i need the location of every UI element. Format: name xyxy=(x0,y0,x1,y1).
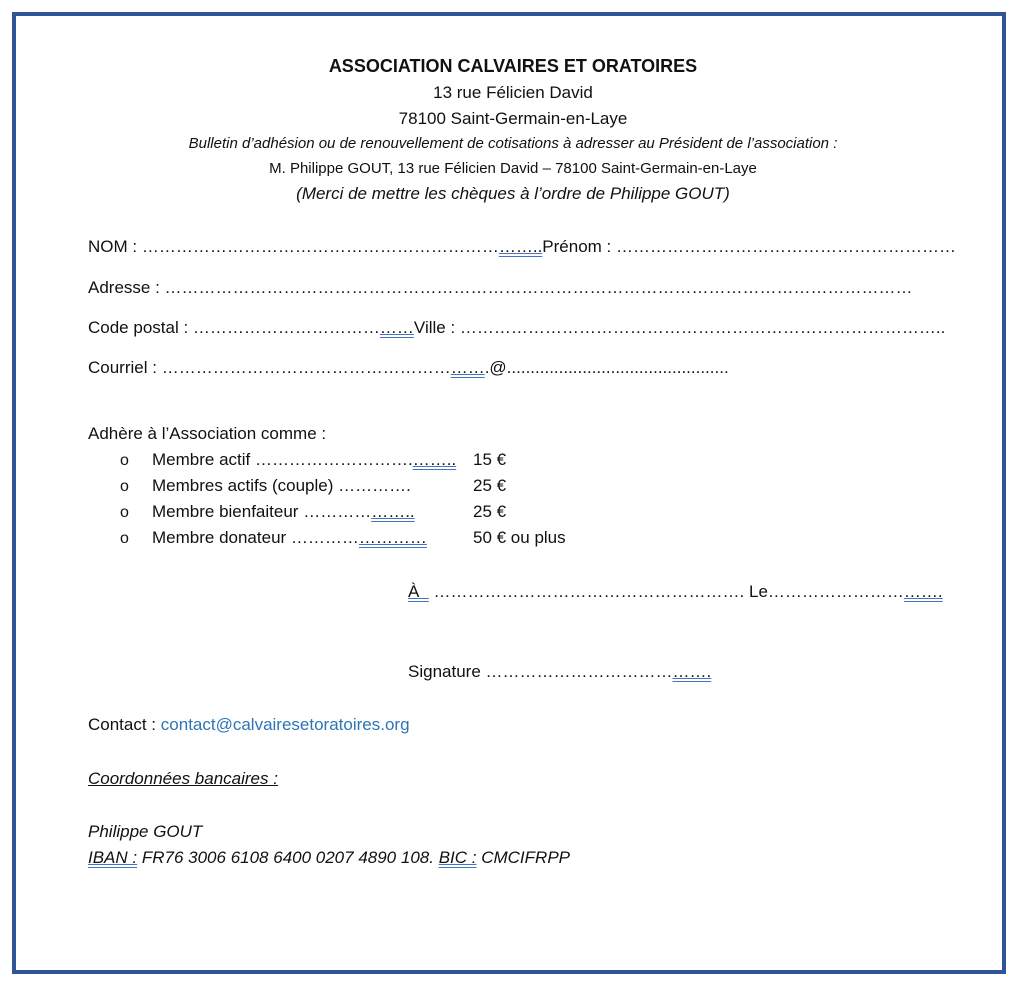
prenom-label: Prénom : xyxy=(542,237,612,256)
option-price: 25 € xyxy=(473,476,507,495)
signature-field[interactable]: …………………………………. xyxy=(485,662,712,681)
place-date-row xyxy=(408,582,943,602)
courriel-field[interactable]: ………………………………………………….@............................................... xyxy=(161,358,729,377)
intro-text: Bulletin d’adhésion ou de renouvellement de cotisations à adresser au Président de l’association : xyxy=(188,135,838,152)
date-field[interactable]: …………………………. xyxy=(767,582,943,601)
option-bullet-icon: o xyxy=(120,478,129,495)
bank-details xyxy=(88,848,570,868)
account-holder: Philippe GOUT xyxy=(88,822,203,841)
cheque-note: (Merci de mettre les chèques à l’ordre de Philippe GOUT) xyxy=(296,184,730,203)
nom-field[interactable]: …………………………………………………………….. xyxy=(141,237,543,256)
option-label: Membre donateur …………………… xyxy=(152,528,427,547)
option-price: 25 € xyxy=(473,502,507,521)
iban-value: FR76 3006 6108 6400 0207 4890 108. xyxy=(141,848,434,867)
contact-row xyxy=(88,715,410,735)
email-row xyxy=(88,358,729,378)
option-label: Membre actif ……………………….…….. xyxy=(152,450,457,469)
signature-label: Signature xyxy=(408,662,481,681)
association-title: ASSOCIATION CALVAIRES ET ORATOIRES xyxy=(328,56,698,76)
signature-row xyxy=(408,662,711,682)
name-row xyxy=(88,237,956,257)
option-bullet-icon: o xyxy=(120,530,129,547)
address-line-1: 13 rue Félicien David xyxy=(433,83,593,102)
adresse-label: Adresse : xyxy=(88,278,160,297)
ville-field[interactable]: ………………………………………………………………………….. xyxy=(459,318,946,337)
form-frame xyxy=(12,12,1006,974)
iban-label: IBAN : xyxy=(88,848,138,867)
nom-label: NOM : xyxy=(88,237,138,256)
address-row xyxy=(88,278,913,298)
contact-label: Contact : xyxy=(88,715,157,734)
option-price: 15 € xyxy=(473,450,507,469)
president-address: M. Philippe GOUT, 13 rue Félicien David – 78100 Saint-Germain-en-Laye xyxy=(269,160,757,177)
adhere-label: Adhère à l’Association comme : xyxy=(88,424,327,443)
courriel-label: Courriel : xyxy=(88,358,157,377)
bic-value: CMCIFRPP xyxy=(481,848,570,867)
a-label: À xyxy=(408,582,420,601)
option-price: 50 € ou plus xyxy=(473,528,566,547)
cp-field[interactable]: ………………………………… xyxy=(192,318,414,337)
option-label: Membres actifs (couple) …………. xyxy=(152,476,411,495)
contact-email-link[interactable]: contact@calvairesetoratoires.org xyxy=(160,715,410,734)
adresse-field[interactable]: …………………………………………………………………………………………………………………… xyxy=(164,278,913,297)
option-label: Membre bienfaiteur ……………….. xyxy=(152,502,415,521)
le-label: Le xyxy=(749,582,768,601)
bank-heading: Coordonnées bancaires : xyxy=(88,769,278,788)
cp-label: Code postal : xyxy=(88,318,189,337)
address-line-2: 78100 Saint-Germain-en-Laye xyxy=(398,109,628,128)
prenom-field[interactable]: …………………………………………………… xyxy=(616,237,957,256)
option-bullet-icon: o xyxy=(120,504,129,521)
ville-label: Ville : xyxy=(413,318,456,337)
option-bullet-icon: o xyxy=(120,452,129,469)
postal-row xyxy=(88,318,945,338)
bic-label: BIC : xyxy=(438,848,477,867)
place-field[interactable]: ………………………………………………. xyxy=(433,582,745,601)
